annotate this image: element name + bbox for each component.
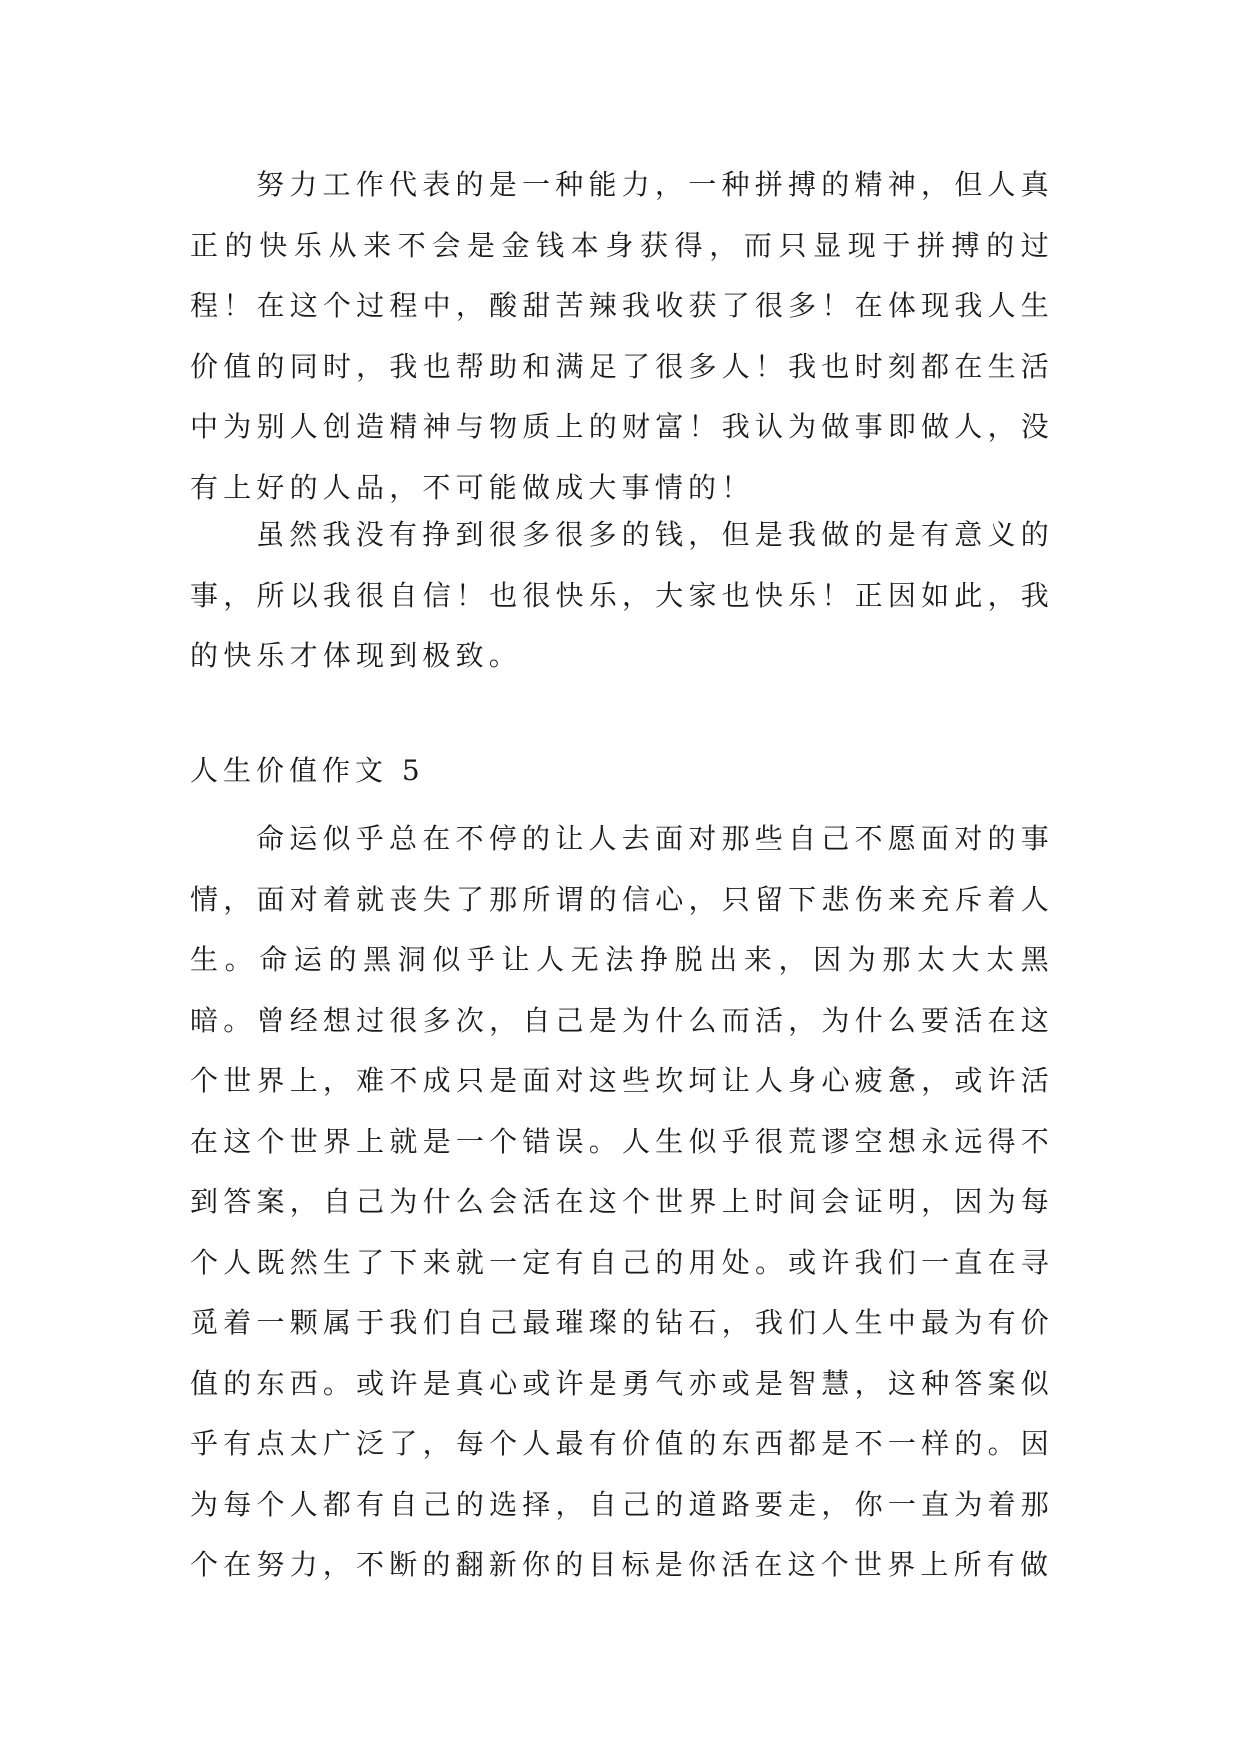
body-paragraph: 命运似乎总在不停的让人去面对那些自己不愿面对的事情，面对着就丧失了那所谓的信心，只留下悲伤来充斥着人生。命运的黑洞似乎让人无法挣脱出来，因为那太大太黑暗。曾经想过很多次，自己是为什么而活，为什么要活在这个世界上，难不成只是面对这些坎坷让人身心疲惫，或许活在这个世界上就是一个错误。人生似乎很荒谬空想永远得不到答案，自己为什么会活在这个世界上时间会证明，因为每个人既然生了下来就一定有自己的用处。或许我们一直在寻觅着一颗属于我们自己最璀璨的钻石，我们人生中最为有价值的东西。或许是真心或许是勇气亦或是智慧，这种答案似乎有点太广泛了，每个人最有价值的东西都是不一样的。因为每个人都有自己的选择，自己的道路要走，你一直为着那个在努力，不断的翻新你的目标是你活在这个世界上所有做	[190, 822, 1054, 1581]
body-paragraph: 虽然我没有挣到很多很多的钱，但是我做的是有意义的事，所以我很自信！也很快乐，大家也快乐！正因如此，我的快乐才体现到极致。	[190, 518, 1054, 672]
section-heading: 人生价值作文 5	[190, 754, 425, 787]
body-paragraph: 努力工作代表的是一种能力，一种拼搏的精神，但人真正的快乐从来不会是金钱本身获得，而只显现于拼搏的过程！在这个过程中，酸甜苦辣我收获了很多！在体现我人生价值的同时，我也帮助和满足了很多人！我也时刻都在生活中为别人创造精神与物质上的财富！我认为做事即做人，没有上好的人品，不可能做成大事情的！	[190, 168, 1054, 504]
